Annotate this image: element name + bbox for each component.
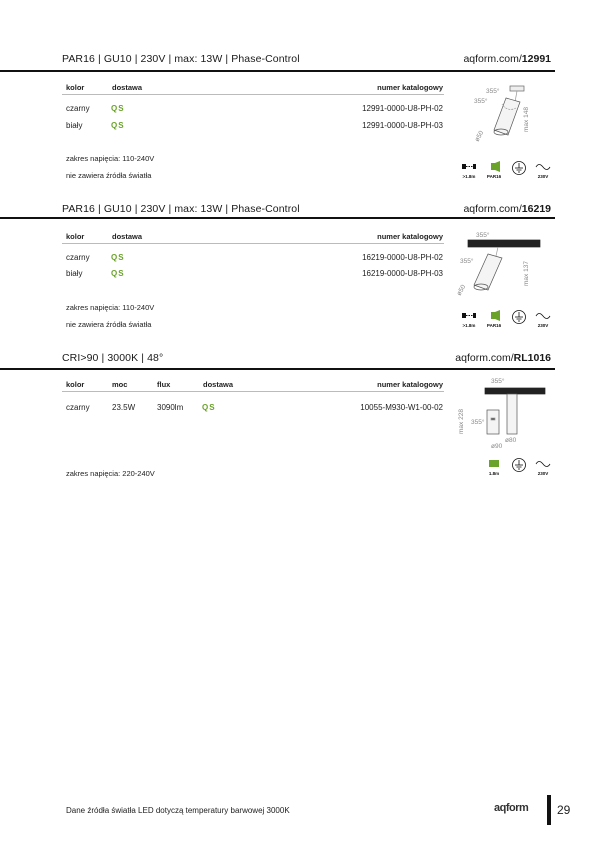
url-prefix: aqform.com/: [455, 352, 514, 364]
url-prefix: aqform.com/: [463, 203, 522, 215]
dim-rotation-1: 355°: [491, 378, 505, 385]
section-2-spec: PAR16 | GU10 | 230V | max: 13W | Phase-Control: [62, 203, 300, 215]
dim-height: max 228: [458, 409, 465, 434]
dim-rotation-1: 355°: [476, 232, 490, 239]
col-dostawa: dostawa: [112, 232, 143, 241]
ac-voltage-icon: 230V: [534, 457, 552, 479]
dim-height: max 148: [523, 107, 530, 132]
driver-icon: >1.8m: [460, 160, 478, 182]
dim-diameter: ø50: [455, 283, 468, 297]
ground-icon: [510, 457, 528, 479]
section-3-spec: CRI>90 | 3000K | 48°: [62, 352, 164, 364]
dim-diameter: ø50: [473, 129, 486, 143]
row-moc: 23.5W: [112, 403, 136, 412]
col-kolor: kolor: [66, 380, 85, 389]
row-catalog: 16219-0000-U8-PH-02: [362, 253, 443, 262]
dim-diameter-2: ø80: [505, 437, 517, 444]
row-catalog: 10055-M930-W1-00-02: [360, 403, 443, 412]
row-catalog: 16219-0000-U8-PH-03: [362, 269, 443, 278]
table-header-rule: [62, 391, 444, 392]
ac-voltage-icon: 230V: [534, 160, 552, 182]
lamp-icon: PAR16: [485, 309, 503, 331]
product-drawing-12991: [458, 80, 555, 150]
led-driver-icon: 1.8m: [485, 457, 503, 479]
col-catalog: numer katalogowy: [377, 232, 443, 241]
table-header-rule: [62, 94, 444, 95]
page-marker: [547, 795, 551, 825]
col-flux: flux: [157, 380, 171, 389]
row-dostawa: QS: [202, 403, 216, 412]
dim-rotation-2: 355°: [471, 419, 485, 426]
url-code: 16219: [521, 203, 551, 215]
page-number: 29: [557, 803, 571, 817]
product-drawing-16219: [455, 228, 555, 300]
row-catalog: 12991-0000-U8-PH-02: [362, 104, 443, 113]
icon-row: [460, 309, 555, 331]
ac-voltage-icon: 230V: [534, 309, 552, 331]
ground-icon: [510, 160, 528, 182]
row-kolor: czarny: [66, 403, 90, 412]
url-prefix: aqform.com/: [463, 53, 522, 65]
row-flux: 3090lm: [157, 403, 184, 412]
section-1-end-divider: [0, 217, 555, 219]
col-catalog: numer katalogowy: [377, 83, 443, 92]
row-catalog: 12991-0000-U8-PH-03: [362, 121, 443, 130]
col-moc: moc: [112, 380, 128, 389]
col-dostawa: dostawa: [203, 380, 234, 389]
table-header-rule: [62, 243, 444, 244]
note-no-source: nie zawiera źródła światła: [66, 171, 152, 180]
dim-diameter-1: ø90: [491, 443, 503, 450]
row-kolor: biały: [66, 269, 83, 278]
footer-note: Dane źródła światła LED dotyczą temperatury barwowej 3000K: [66, 806, 290, 815]
row-kolor: czarny: [66, 253, 90, 262]
note-voltage: zakres napięcia: 110-240V: [66, 303, 155, 312]
note-no-source: nie zawiera źródła światła: [66, 320, 152, 329]
url-code: RL1016: [513, 352, 551, 364]
dim-rotation-2: 355°: [474, 98, 488, 105]
row-dostawa: QS: [111, 269, 125, 278]
section-2-url[interactable]: [463, 203, 551, 215]
row-kolor: biały: [66, 121, 83, 130]
row-dostawa: QS: [111, 253, 125, 262]
section-1-divider: [0, 70, 555, 72]
section-3-url[interactable]: [455, 352, 551, 364]
ground-icon: [510, 309, 528, 331]
col-dostawa: dostawa: [112, 83, 143, 92]
lamp-icon: PAR16: [485, 160, 503, 182]
section-1-spec: PAR16 | GU10 | 230V | max: 13W | Phase-Control: [62, 53, 300, 65]
dim-height: max 137: [523, 261, 530, 286]
driver-icon: >1.8m: [460, 309, 478, 331]
row-dostawa: QS: [111, 121, 125, 130]
dim-rotation-1: 355°: [486, 88, 500, 95]
url-code: 12991: [521, 53, 551, 65]
row-dostawa: QS: [111, 104, 125, 113]
icon-row: [460, 457, 555, 479]
section-3-divider: [0, 368, 555, 370]
col-catalog: numer katalogowy: [377, 380, 443, 389]
col-kolor: kolor: [66, 83, 85, 92]
brand-logo: aqform: [494, 802, 529, 814]
dim-rotation-2: 355°: [460, 258, 474, 265]
row-kolor: czarny: [66, 104, 90, 113]
product-drawing-RL1016: [455, 374, 555, 452]
note-voltage: zakres napięcia: 110-240V: [66, 154, 155, 163]
note-voltage: zakres napięcia: 220-240V: [66, 469, 155, 478]
section-1-url[interactable]: [463, 53, 551, 65]
icon-row: [460, 160, 555, 182]
col-kolor: kolor: [66, 232, 85, 241]
